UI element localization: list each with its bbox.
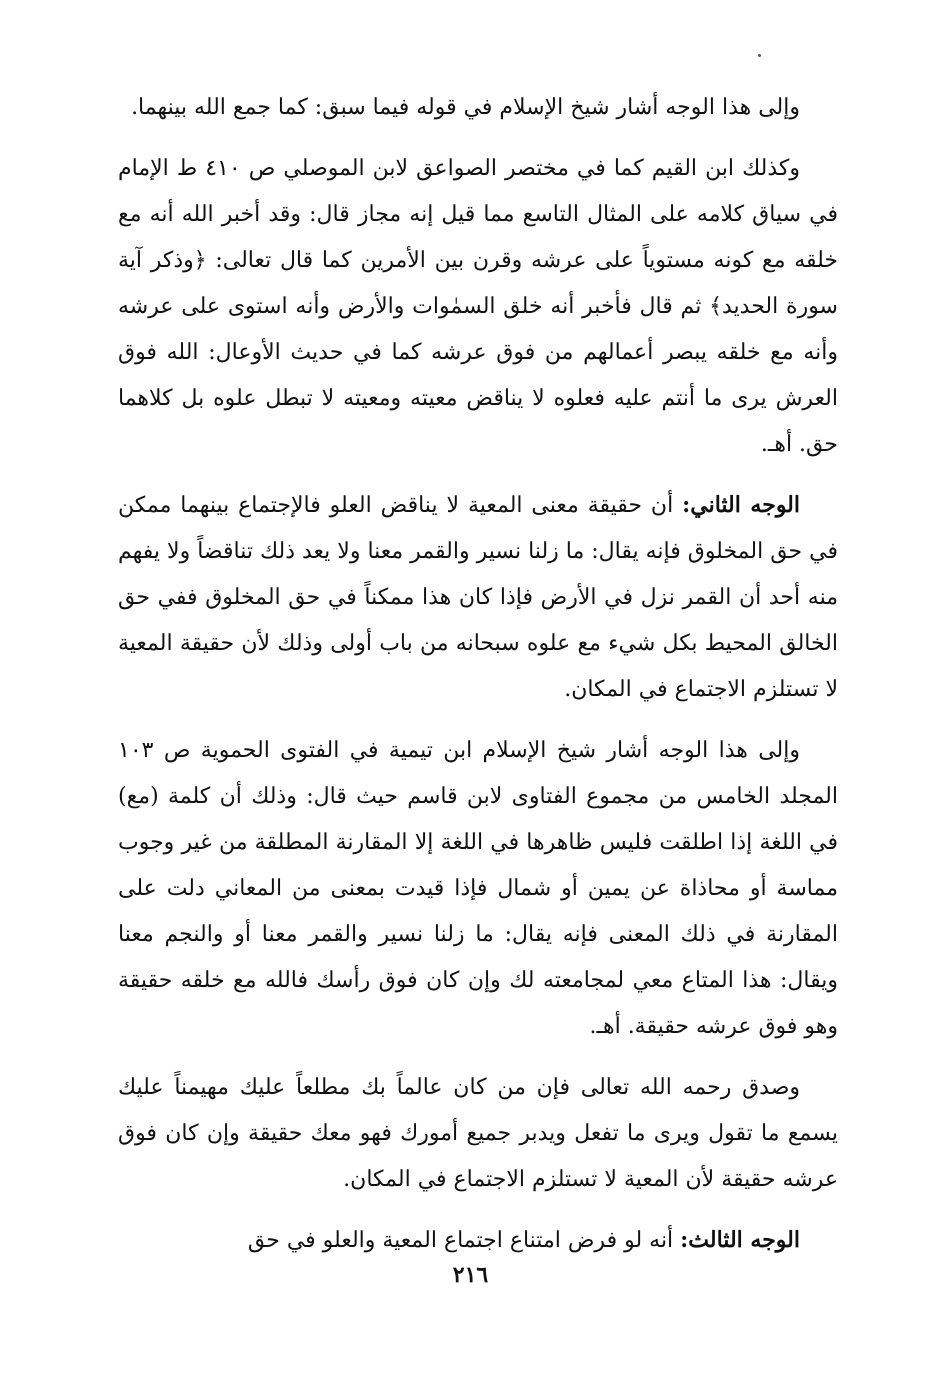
paragraph-text: وكذلك ابن القيم كما في مختصر الصواعق لابن الموصلي ص ٤١٠ ط الإمام في سياق كلامه على المثال التاسع مما قيل إنه مجاز قال: وقد أخبر الله أنه مع خلقه مع كونه مستوياً على عرشه وقرن بين الأمرين كما قال تعالى: ﴿وذكر آية سورة الحديد﴾ ثم قال فأخبر أنه خلق السمٰوات والأرض وأنه استوى على عرشه وأنه مع خلقه يبصر أعمالهم من فوق عرشه كما في حديث الأوعال: الله فوق العرش يرى ما أنتم عليه فعلوه لا يناقض معيته ومعيته لا تبطل علوه بل كلاهما حق. أهـ. [118,156,838,457]
page-number: ٢١٦ [452,1262,489,1288]
paragraph-text: وصدق رحمه الله تعالى فإن من كان عالماً بك مطلعاً عليك مهيمناً عليك يسمع ما تقول ويرى ما تفعل ويدبر جميع أمورك فهو معك حقيقة وإن كان فوق عرشه حقيقة لأن المعية لا تستلزم الاجتماع في المكان. [118,1075,838,1192]
paragraph-text: وإلى هذا الوجه أشار شيخ الإسلام ابن تيمية في الفتوى الحموية ص ١٠٣ المجلد الخامس من مجموع الفتاوى لابن قاسم حيث قال: وذلك أن كلمة (مع) في اللغة إذا اطلقت فليس ظاهرها في اللغة إلا المقارنة المطلقة من غير وجوب مماسة أو محاذاة عن يمين أو شمال فإذا قيدت بمعنى من المعاني دلت على المقارنة في ذلك المعنى فإنه يقال: ما زلنا نسير والقمر معنا أو والنجم معنا ويقال: هذا المتاع معي لمجامعته لك وإن كان فوق رأسك فالله مع خلقه حقيقة وهو فوق عرشه حقيقة. أهـ. [118,738,838,1039]
scan-speck [758,54,761,57]
paragraph-lead: الوجه الثاني: [682,492,800,518]
paragraph-text: أنه لو فرض امتناع اجتماع المعية والعلو في حق [247,1228,681,1253]
body-text [118,84,838,1268]
paragraph-2 [118,145,838,468]
paragraph-text: أن حقيقة معنى المعية لا يناقض العلو فالإجتماع بينهما ممكن في حق المخلوق فإنه يقال: ما زلنا نسير والقمر معنا ولا يعد ذلك تناقضاً ولا يفهم منه أحد أن القمر نزل في الأرض فإذا كان هذا ممكناً في حق المخلوق ففي حق الخالق المحيط بكل شيء مع علوه سبحانه من باب أولى وذلك لأن حقيقة المعية لا تستلزم الاجتماع في المكان. [118,493,838,702]
paragraph-4 [118,727,838,1050]
paragraph-text: وإلى هذا الوجه أشار شيخ الإسلام في قوله فيما سبق: كما جمع الله بينهما. [131,95,800,120]
paragraph-1 [118,84,838,131]
paragraph-lead: الوجه الثالث: [680,1227,800,1253]
paragraph-6 [118,1217,838,1264]
paragraph-5 [118,1064,838,1203]
paragraph-3 [118,482,838,713]
